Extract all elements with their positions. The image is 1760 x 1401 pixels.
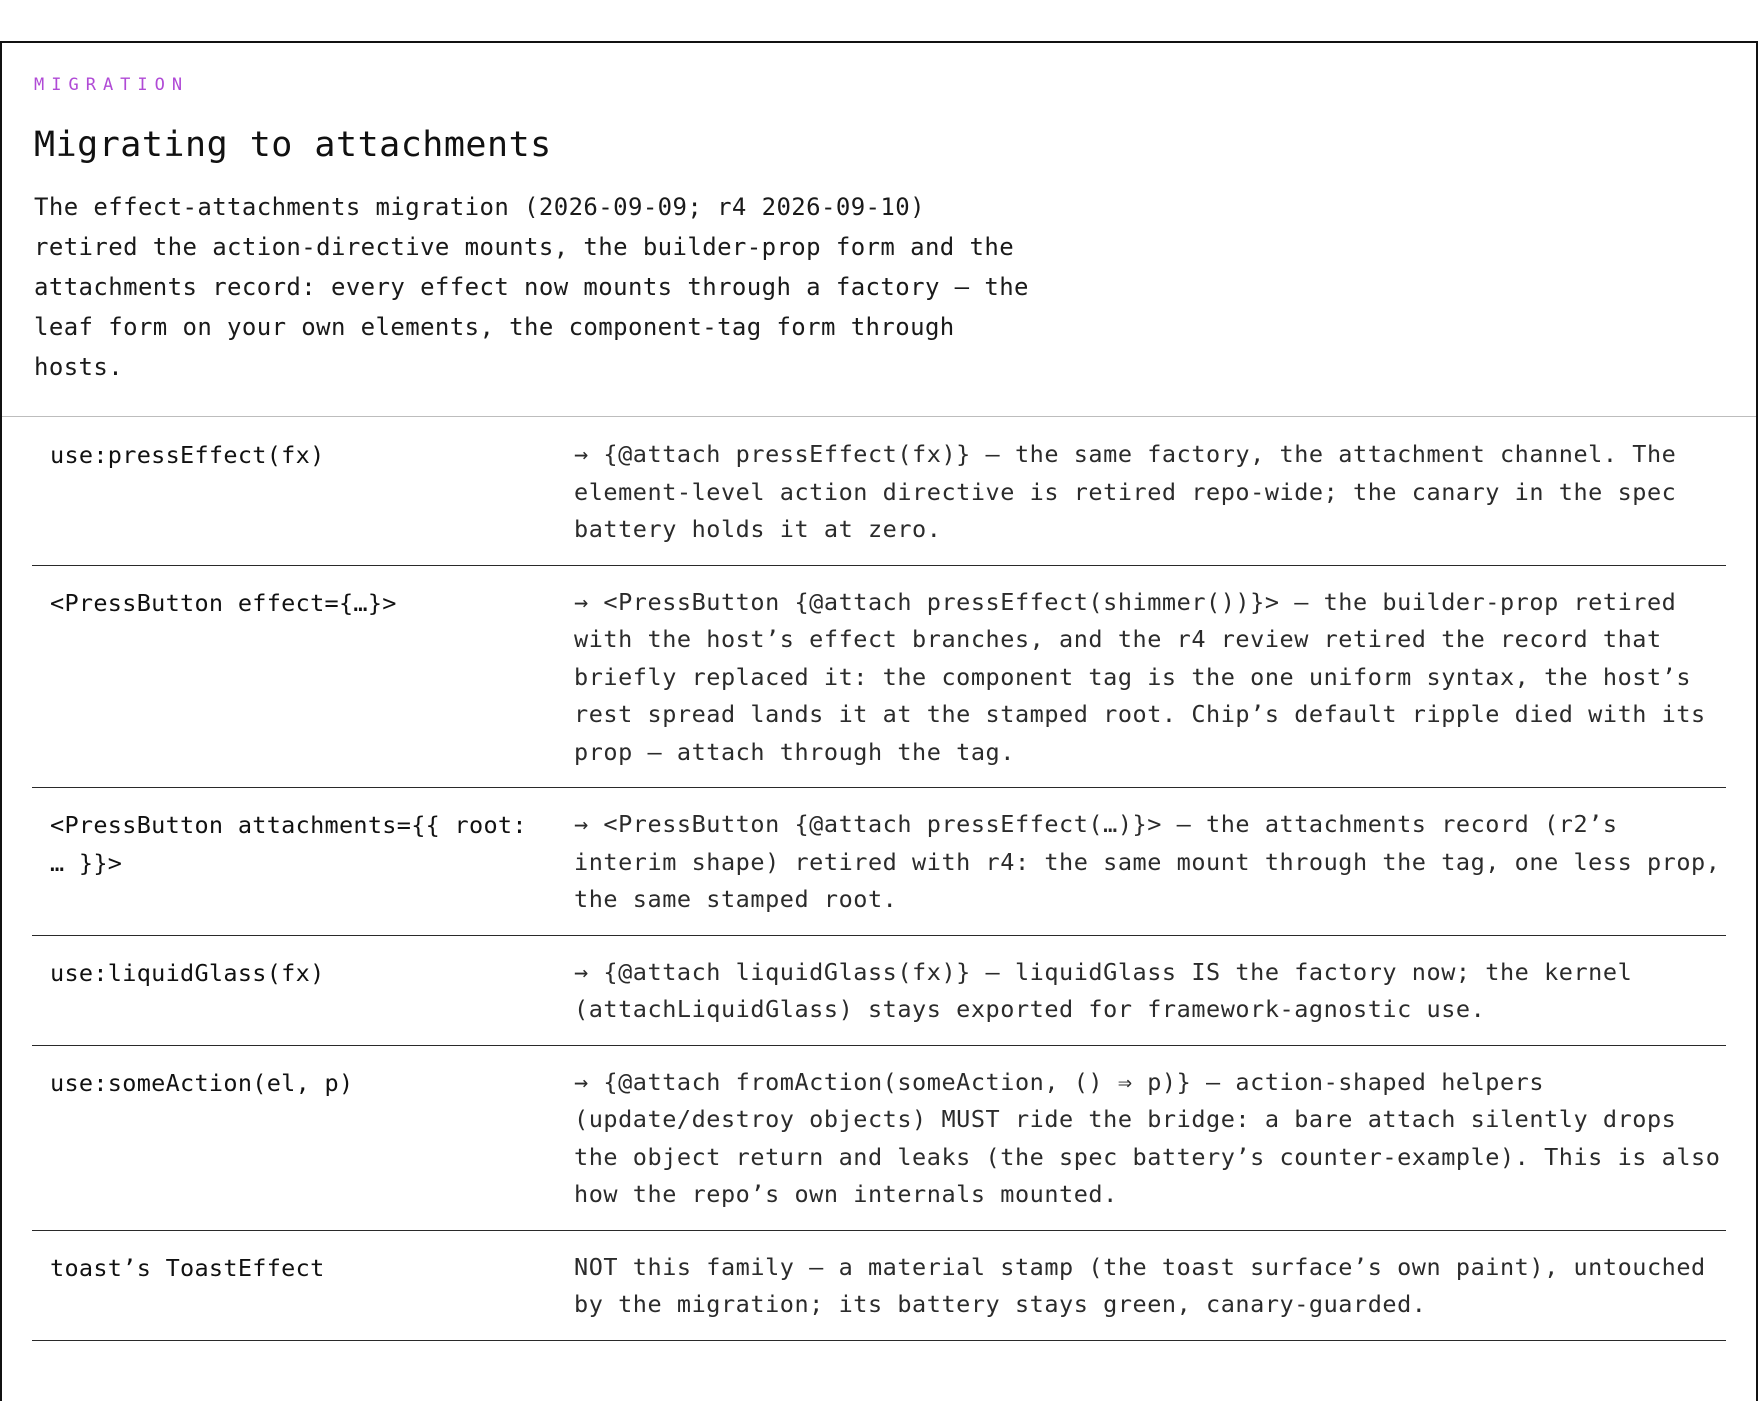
table-row [32,1046,1726,1231]
old-syntax-cell: <PressButton effect={…}> [50,588,397,617]
old-syntax-cell: use:liquidGlass(fx) [50,958,325,987]
table-row [32,418,1726,566]
migration-table [32,418,1726,1341]
new-syntax-cell: → <PressButton {@attach pressEffect(…)}> — the attachments record (r2’s interim shape) retired with r4: the same mount through the tag, one less prop, the same stamped root. [574,810,1721,913]
new-syntax-cell: → <PressButton {@attach pressEffect(shimmer())}> — the builder-prop retired with the host’s effect branches, and the r4 review retired the record that briefly replaced it: the component tag is the one uniform syntax, the host’s rest spread lands it at the stamped root. Chip’s default ripple died with its prop — attach through the tag. [574,587,1706,766]
old-syntax-cell: use:pressEffect(fx) [50,441,325,469]
panel-header [2,43,1756,417]
table-row [32,936,1726,1046]
new-syntax-cell: NOT this family — a material stamp (the toast surface’s own paint), untouched by the migration; its battery stays green, canary-guarded. [574,1252,1706,1318]
page-title: Migrating to attachments [34,125,552,165]
table-row [32,1231,1726,1341]
new-syntax-cell: → {@attach pressEffect(fx)} — the same factory, the attachment channel. The element-level action directive is retired repo-wide; the canary in the spec battery holds it at zero. [574,440,1677,543]
old-syntax-cell: use:someAction(el, p) [50,1068,354,1097]
new-syntax-cell: → {@attach fromAction(someAction, () ⇒ p)} — action-shaped helpers (update/destroy objects) MUST ride the bridge: a bare attach silently drops the object return and leaks (the spec battery’s counter-example). This is also how the repo’s own internals mounted. [574,1067,1721,1208]
intro-paragraph: The effect-attachments migration (2026-09-09; r4 2026-09-10) retired the action-directive mounts, the builder-prop form and the attachments record: every effect now mounts through a factory — the leaf form on your own elements, the component-tag form through hosts. [34,193,1029,381]
old-syntax-cell: <PressButton attachments={{ root: … }}> [50,811,527,877]
table-row [32,566,1726,789]
table-row [32,788,1726,936]
section-kicker: MIGRATION [34,75,190,95]
old-syntax-cell: toast’s ToastEffect [50,1253,325,1282]
new-syntax-cell: → {@attach liquidGlass(fx)} — liquidGlass IS the factory now; the kernel (attachLiquidGlass) stays exported for framework-agnostic use. [574,957,1633,1023]
